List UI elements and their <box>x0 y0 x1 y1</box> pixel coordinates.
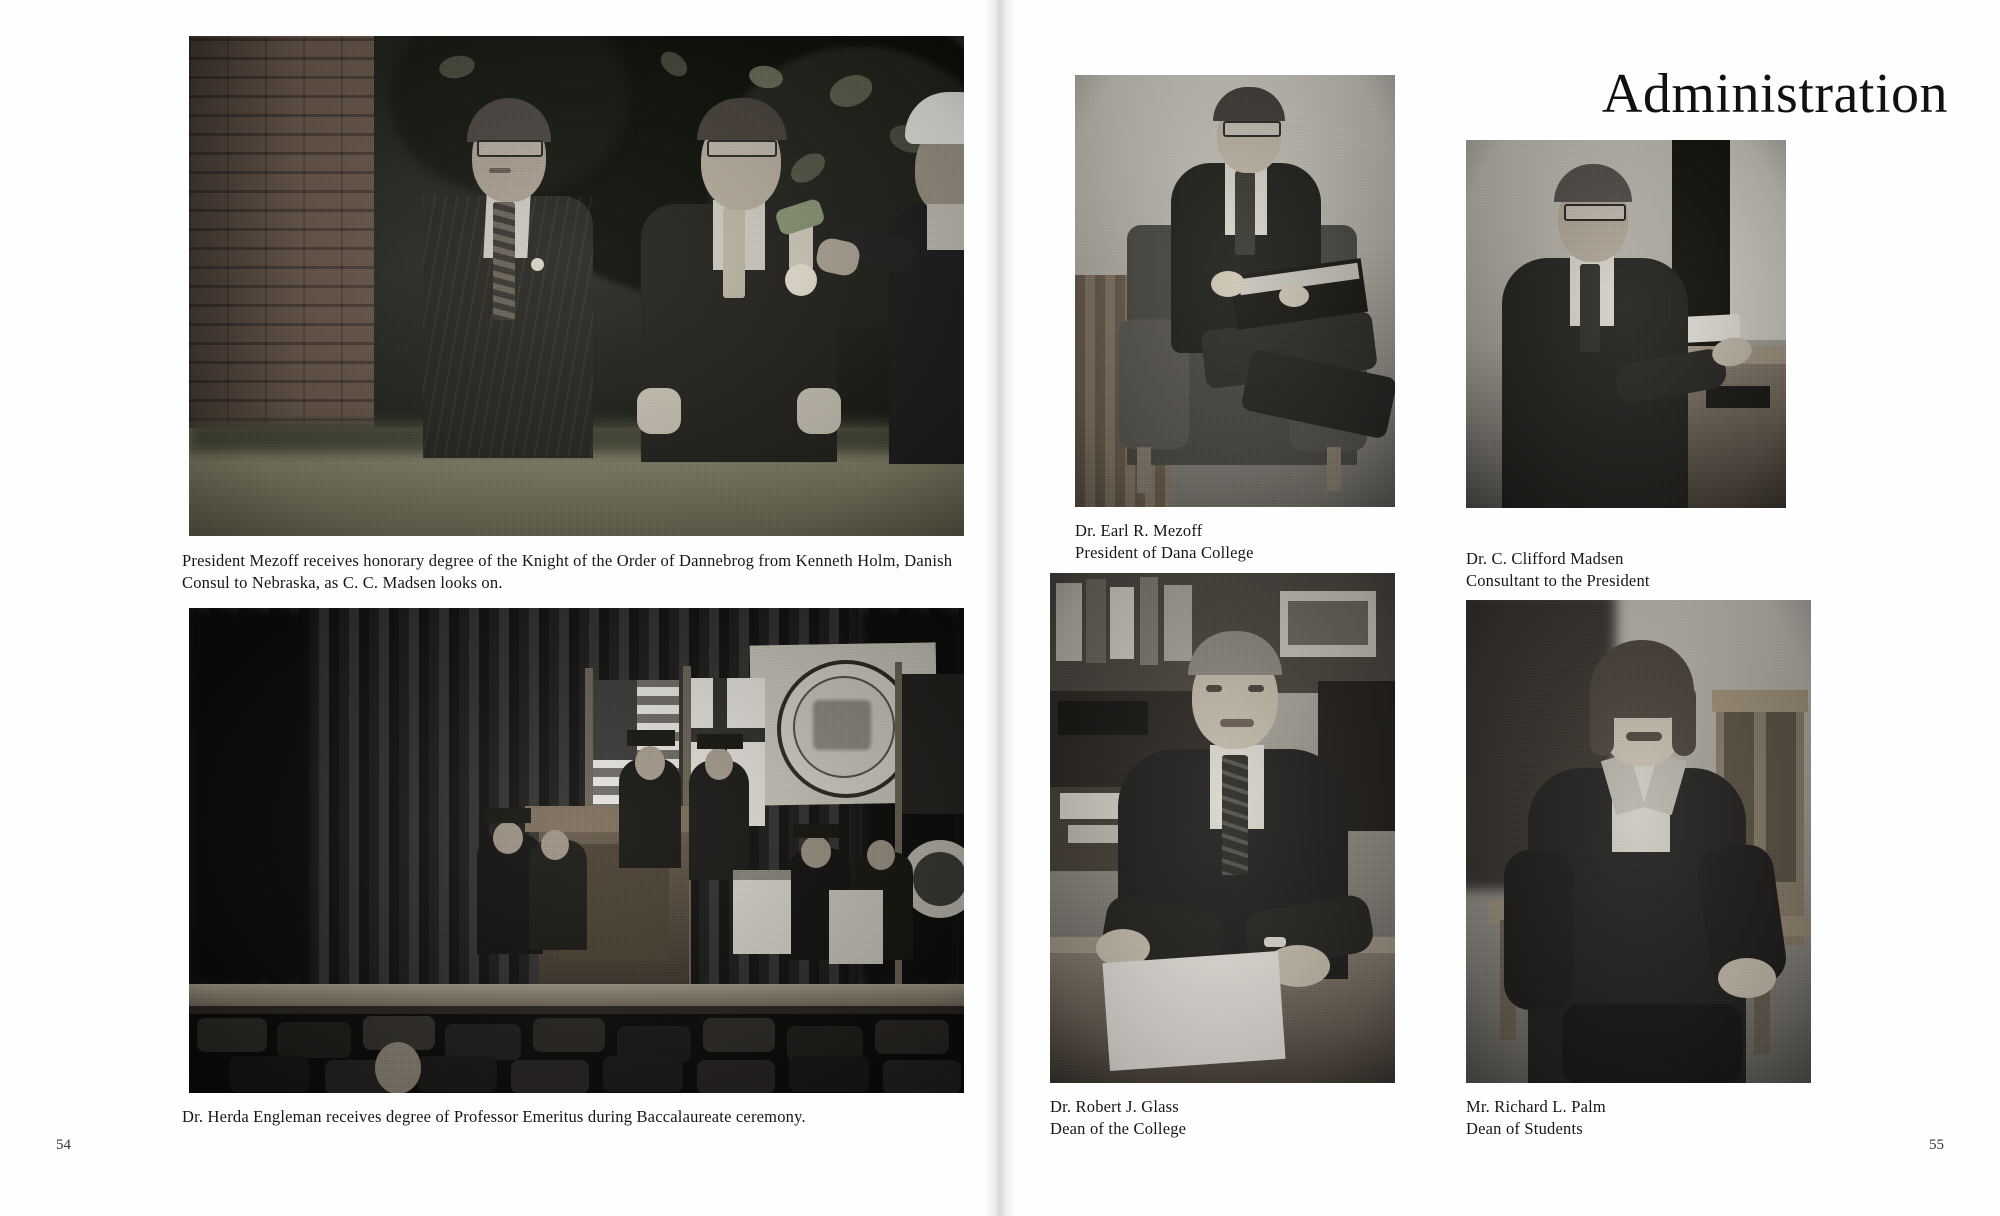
baccalaureate-ceremony-photo <box>189 608 964 1093</box>
page-title: Administration <box>1601 63 1948 125</box>
honorary-degree-caption: President Mezoff receives honorary degree of the Knight of the Order of Dannebrog from Kenneth Holm, Danish Consul to Nebraska, as C. C. Madsen looks on. <box>182 551 953 593</box>
folio-left: 54 <box>56 1137 71 1153</box>
portrait-madsen-title: Consultant to the President <box>1466 571 1650 591</box>
portrait-mezoff-caption <box>1075 520 1395 565</box>
right-page <box>1000 0 2000 1216</box>
portrait-glass-caption <box>1050 1096 1395 1141</box>
honorary-degree-photo <box>189 36 964 536</box>
portrait-glass-title: Dean of the College <box>1050 1119 1187 1139</box>
portrait-madsen-person: Dr. C. Clifford Madsen <box>1466 549 1624 568</box>
folio-right: 55 <box>1929 1137 1944 1153</box>
portrait-palm-person: Mr. Richard L. Palm <box>1466 1097 1606 1116</box>
portrait-glass-person: Dr. Robert J. Glass <box>1050 1097 1179 1116</box>
baccalaureate-caption: Dr. Herda Engleman receives degree of Professor Emeritus during Baccalaureate ceremony. <box>182 1107 806 1126</box>
portrait-mezoff <box>1075 75 1395 507</box>
portrait-mezoff-person: Dr. Earl R. Mezoff <box>1075 521 1203 540</box>
portrait-glass <box>1050 573 1395 1083</box>
portrait-palm <box>1466 600 1811 1083</box>
portrait-madsen <box>1466 140 1786 508</box>
portrait-madsen-caption <box>1466 548 1786 593</box>
portrait-palm-title: Dean of Students <box>1466 1119 1583 1139</box>
portrait-mezoff-title: President of Dana College <box>1075 543 1254 563</box>
portrait-palm-caption <box>1466 1096 1811 1141</box>
